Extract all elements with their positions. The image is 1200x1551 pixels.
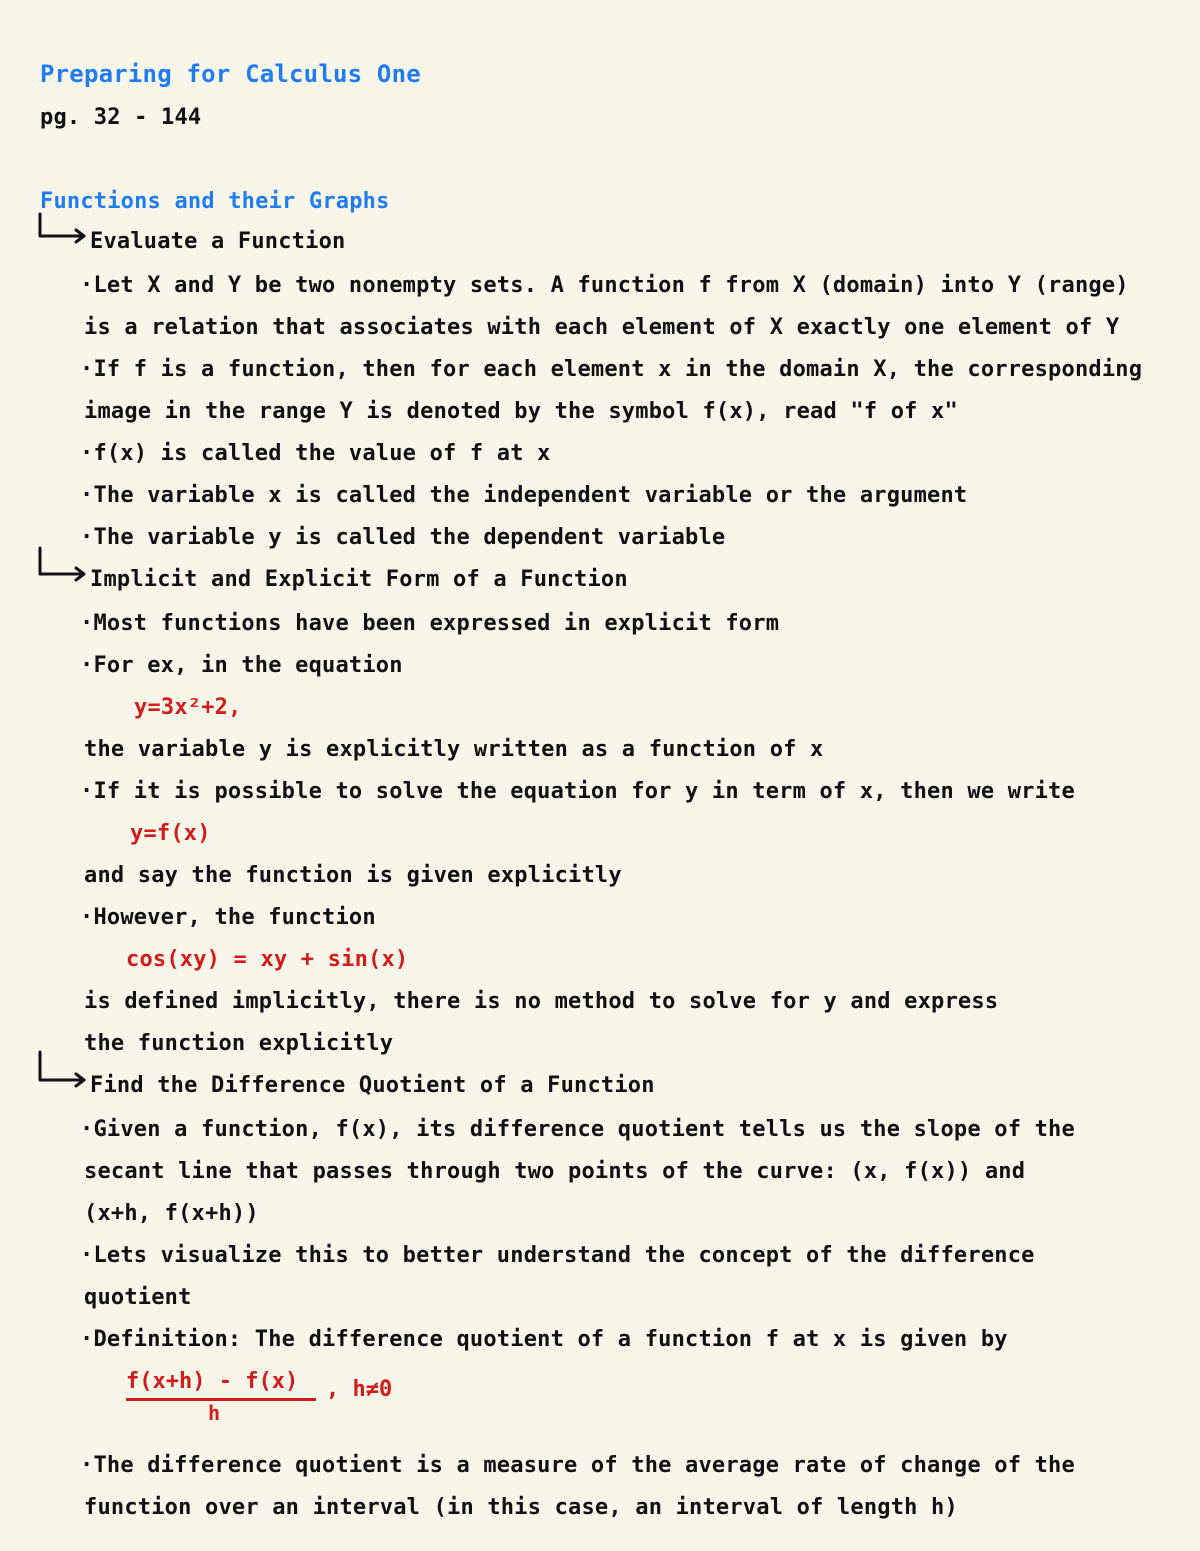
- note-line: ·Lets visualize this to better understand the concept of the difference: [80, 1243, 1035, 1268]
- note-line: ·f(x) is called the value of f at x: [80, 441, 551, 466]
- note-line: quotient: [84, 1285, 192, 1310]
- bracket-arrow-icon: [40, 548, 84, 580]
- note-line: ·If f is a function, then for each element x in the domain X, the corresponding: [80, 357, 1143, 382]
- section-heading: Functions and their Graphs: [40, 189, 390, 214]
- subheading-implicit-explicit: Implicit and Explicit Form of a Function: [90, 567, 628, 592]
- note-line: (x+h, f(x+h)): [84, 1201, 259, 1226]
- note-line: is defined implicitly, there is no method to solve for y and express: [84, 989, 999, 1014]
- note-line: function over an interval (in this case, an interval of length h): [84, 1495, 958, 1520]
- formula-denominator: h: [208, 1401, 221, 1425]
- note-line: ·The variable y is called the dependent variable: [80, 525, 726, 550]
- note-line: ·Let X and Y be two nonempty sets. A function f from X (domain) into Y (range): [80, 273, 1129, 298]
- subheading-difference-quotient: Find the Difference Quotient of a Function: [90, 1073, 655, 1098]
- note-line: secant line that passes through two points of the curve: (x, f(x)) and: [84, 1159, 1026, 1184]
- formula-condition: , h≠0: [326, 1377, 393, 1402]
- bracket-arrow-icon: [40, 214, 84, 242]
- fraction-bar: [126, 1398, 316, 1401]
- note-line: ·However, the function: [80, 905, 376, 930]
- note-line: the function explicitly: [84, 1031, 394, 1056]
- note-line: image in the range Y is denoted by the symbol f(x), read "f of x": [84, 399, 958, 424]
- equation-y-equals-fx: y=f(x): [130, 821, 211, 846]
- subheading-evaluate: Evaluate a Function: [90, 229, 346, 254]
- difference-quotient-formula: [126, 1368, 426, 1428]
- note-line: the variable y is explicitly written as a function of x: [84, 737, 824, 762]
- note-line: is a relation that associates with each element of X exactly one element of Y: [84, 315, 1120, 340]
- note-line: and say the function is given explicitly: [84, 863, 622, 888]
- note-line: ·The variable x is called the independent variable or the argument: [80, 483, 968, 508]
- equation-explicit-example: y=3x²+2,: [134, 695, 242, 720]
- note-line: ·For ex, in the equation: [80, 653, 403, 678]
- bracket-arrow-icon: [40, 1052, 84, 1086]
- note-line: ·If it is possible to solve the equation for y in term of x, then we write: [80, 779, 1075, 804]
- note-line: ·Definition: The difference quotient of a function f at x is given by: [80, 1327, 1008, 1352]
- page-title: Preparing for Calculus One: [40, 60, 421, 88]
- note-line: ·Given a function, f(x), its difference quotient tells us the slope of the: [80, 1117, 1075, 1142]
- page-range: pg. 32 - 144: [40, 105, 202, 130]
- note-line: ·The difference quotient is a measure of the average rate of change of the: [80, 1453, 1075, 1478]
- note-line: ·Most functions have been expressed in explicit form: [80, 611, 780, 636]
- equation-implicit-example: cos(xy) = xy + sin(x): [126, 947, 409, 972]
- formula-numerator: f(x+h) - f(x): [126, 1369, 299, 1394]
